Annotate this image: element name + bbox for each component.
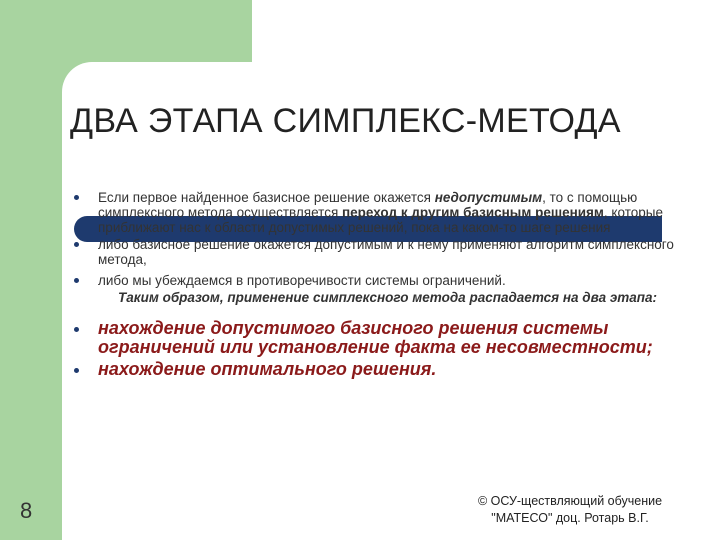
bullet-icon [74,278,79,283]
conclusion-text: Таким образом, применение симплексного метода распадается на два этапа: [118,290,658,305]
bullet-item-1: Если первое найденное базисное решение окажется недопустимым, то с помощью симплексного метода осуществляется переход к другим базисным решениям, которые приближают нас к области допустимых решений, пока на каком-то шаге решения [74,190,674,235]
emphasis-text: недопустимым [434,190,543,205]
footer-line-2: "МАТЕСО" доц. Ротарь В.Г. [491,511,649,525]
bullet-icon [74,368,79,373]
bullet-icon [74,327,79,332]
bold-text: переход к другим базисным решениям [342,205,604,220]
footer-line-1: © ОСУ-ществляющий обучение [477,494,663,508]
slide-title: ДВА ЭТАПА СИМПЛЕКС-МЕТОДА [70,102,621,140]
page-number: 8 [20,498,33,523]
bullet-icon [74,242,79,247]
bullet-list [74,190,674,379]
bullet-icon [74,195,79,200]
bullet-item-2: либо базисное решение окажется допустимым и к нему применяют алгоритм симплексного метода, [74,237,674,267]
stage-item-1: нахождение допустимого базисного решения системы ограничений или установление факта ее несовместности; [74,319,674,357]
bullet-item-3: либо мы убеждаемся в противоречивости системы ограничений. [74,273,674,288]
footer-credit [440,493,700,527]
stage-item-2: нахождение оптимального решения. [74,360,674,379]
